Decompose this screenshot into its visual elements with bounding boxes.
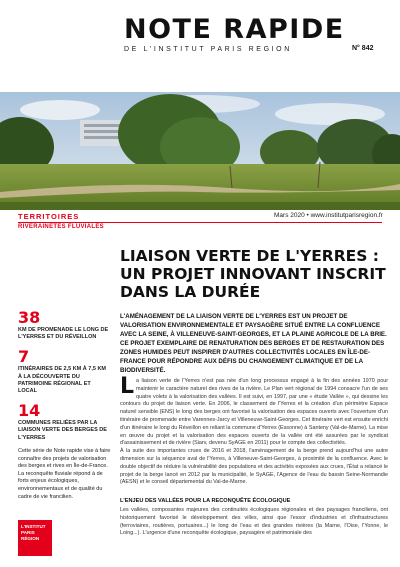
riverbank-park-photo — [0, 92, 400, 210]
logo-line-3: RÉGION — [21, 535, 40, 541]
body-paragraph-3: Les vallées, composantes majeures des continuités écologiques régionales et des paysages franciliens, ont historiquement favorisé le développement des villes, ainsi que l'essor d'industries et d'infrastructures (ferroviaires, routières, portuaires...) le long de l'eau et des grandes rivières (la Marne, l'Oise, l'Yonne, le Loing...). L'urgence d'une reconquête écologique, paysagère et patrimoniale des — [120, 507, 388, 537]
subcategory-label: RIVERAINETÉS FLUVIALES — [18, 224, 104, 230]
logo-line-2: PARIS — [21, 529, 35, 535]
issue-number: N° 842 — [352, 45, 374, 52]
series-note: Cette série de Note rapide vise à faire connaître des projets de valorisation des berges et rives en Île-de-France. La reconquête fluviale répond à de forts enjeux écologiques, environnementaux et de qualité du cadre de vie francilien. — [18, 448, 111, 500]
masthead — [0, 0, 400, 92]
key-figure-number: 14 — [18, 401, 41, 421]
publication-title: NOTE RAPIDE — [124, 14, 345, 45]
article-headline: LIAISON VERTE DE L'YERRES : UN PROJET INNOVANT INSCRIT DANS LA DURÉE — [120, 247, 386, 301]
cover-photo — [0, 92, 400, 210]
section-heading: L'ENJEU DES VALLÉES POUR LA RECONQUÊTE ÉCOLOGIQUE — [120, 498, 291, 504]
publication-subtitle: DE L'INSTITUT PARIS REGION — [124, 46, 292, 53]
body-paragraph-2: À la suite des importantes crues de 2016 et 2018, l'aménagement de la berge prend aujourd'hui une autre dimension sur la séquence aval de l'Yerres, à Villeneuve-Saint-Georges, à proximité de la confluence. Avec le double objectif de réduire la vulnérabilité des populations et des activités exposées aux crues, l'État a relancé le projet de la berge lancé en 2012 par la municipalité, le SyAGE, l'Agence de l'eau du bassin Seine-Normandie (AESN) et le conseil départemental du Val-de-Marne. — [120, 448, 388, 486]
key-figure — [18, 349, 110, 395]
key-figure-label: COMMUNES RELIÉES PAR LA LIAISON VERTE DES BERGES DE L'YERRES — [18, 420, 107, 441]
body-paragraph-1: a liaison verte de l'Yerres n'est pas née d'un long processus engagé à la fin des années 1970 pour maintenir le caractère naturel des rives de la rivière. Le Plan vert régional de 1994 consacre l'un de ses quatre volets à la valorisation des vallées. Il est suivi, en 1997, par une « étude Vallée », qui dessine les contours du projet de liaison verte. En 2006, le classement de l'Yerres et la création d'un périmètre Espace naturel sensible (ENS) le long des berges ont favorisé la valorisation des espaces ouverts avec l'ouverture d'un itinéraire de promenade entre Varennes-Jarcy et Villeneuve-Saint-Georges. Cet itinéraire vert est ensuite enrichi d'un itinéraire le long du Réveillon en reliant la commune d'Yerres (Essonne) à Santeny (Val-de-Marne). La mise en œuvre du projet et la valorisation des espaces ouverts de la vallée ont été assurées par le syndicat d'assainissement et de rivière (Siarv, devenu SyAGE en 2011) pour le compte des collectivités. — [120, 378, 388, 447]
key-figure — [18, 403, 110, 442]
drop-cap: L — [120, 374, 135, 399]
category-band — [0, 210, 400, 232]
institut-logo[interactable] — [18, 520, 52, 556]
logo-line-1: L'INSTITUT — [21, 524, 46, 529]
category-label: TERRITOIRES — [18, 212, 80, 221]
key-figure-number: 38 — [18, 308, 41, 327]
key-figure-label: ITINÉRAIRES DE 2,5 KM À 7,5 KM À LA DÉCOUVERTE DU PATRIMOINE RÉGIONAL ET LOCAL — [18, 366, 107, 395]
key-figure — [18, 310, 110, 341]
key-figure-number: 7 — [18, 347, 30, 367]
divider — [18, 222, 382, 223]
date-website[interactable]: Mars 2020 • www.institutparisregion.fr — [274, 212, 383, 219]
key-figures — [18, 310, 110, 450]
article-body — [120, 374, 388, 487]
key-figure-label: KM DE PROMENADE LE LONG DE L'YERRES ET DU RÉVEILLON — [18, 327, 109, 341]
article-lead: L'AMÉNAGEMENT DE LA LIAISON VERTE DE L'YERRES EST UN PROJET DE VALORISATION ENVIRONNEMENTALE ET PAYSAGÈRE SITUÉ ENTRE LA CONFLUENCE AVEC LA SEINE, À VILLENEUVE-SAINT-GEORGES, ET LA PLAINE AGRICOLE DE LA BRIE. CE PROJET EXEMPLAIRE DE RENATURATION DES BERGES ET DE RESTAURATION DES ZONES HUMIDES PEUT INSPIRER D'AUTRES COLLECTIVITÉS LOCALES EN ÎLE-DE-FRANCE POUR RÉPONDRE AUX DÉFIS DU CHANGEMENT CLIMATIQUE ET DE LA BIODIVERSITÉ. — [120, 313, 387, 374]
